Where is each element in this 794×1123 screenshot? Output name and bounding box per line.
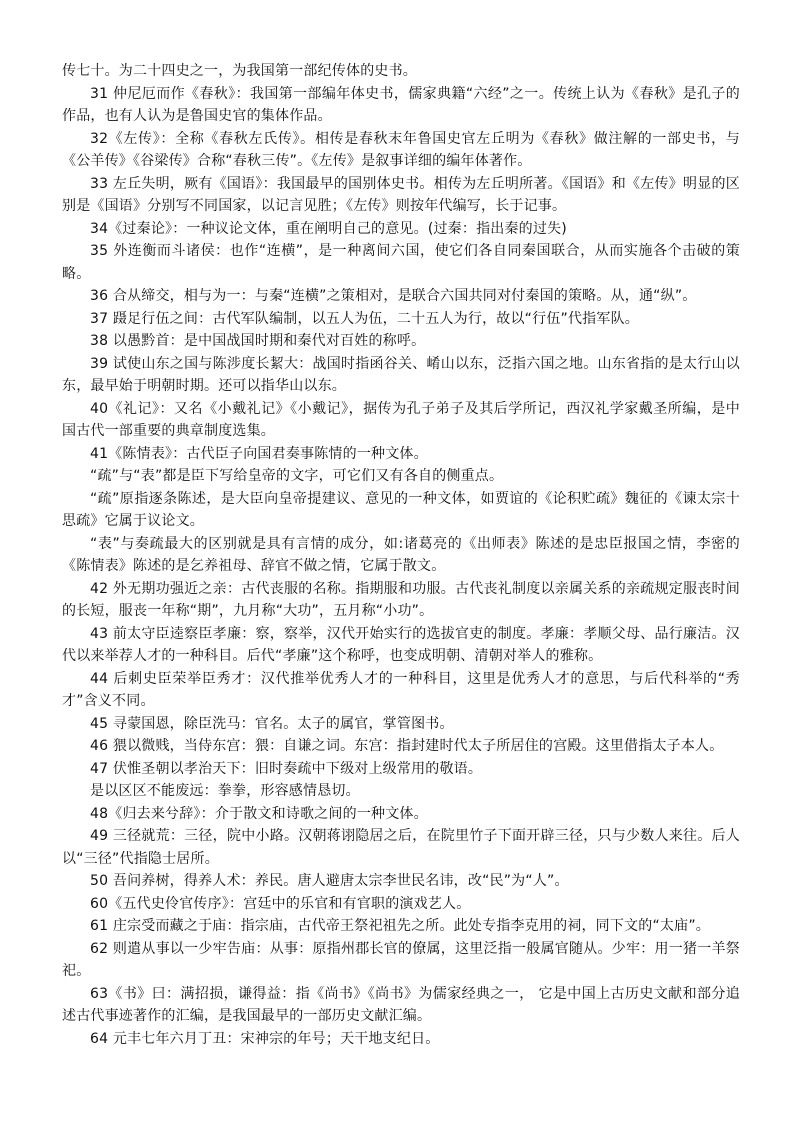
paragraph: 49 三径就荒：三径，院中小路。汉朝蒋诩隐居之后，在院里竹子下面开辟三径，只与少数人来往。后人以“三径”代指隐士居所。 xyxy=(62,828,740,867)
paragraph: “疏”与“表”都是臣下写给皇帝的文字，可它们又有各自的侧重点。 xyxy=(90,468,504,484)
paragraph: 37 蹑足行伍之间：古代军队编制，以五人为伍，二十五人为行，故以“行伍”代指军队。 xyxy=(90,310,639,327)
paragraph: 43 前太守臣逵察臣孝廉：察，察举，汉代开始实行的选拔官吏的制度。孝廉：孝顺父母、品行廉洁。汉代以来举荐人才的一种科目。后代“孝廉”这个称呼，也变成明朝、清朝对举人的雅称。 xyxy=(62,625,740,664)
paragraph: 50 吾问养树，得养人术：养民。唐人避唐太宗李世民名讳，改“民”为“人”。 xyxy=(90,873,569,889)
document-body xyxy=(62,60,740,1050)
paragraph: 33 左丘失明，厥有《国语》：我国最早的国别体史书。相传为左丘明所著。《国语》和《左传》明显的区别是《国语》分别写不同国家，以记言见胜；《左传》则按年代编写，长于记事。 xyxy=(62,175,740,214)
paragraph: 35 外连衡而斗诸侯：也作“连横”，是一种离间六国，使它们各自同秦国联合，从而实施各个击破的策略。 xyxy=(62,243,740,282)
paragraph: 传七十。为二十四史之一，为我国第一部纪传体的史书。 xyxy=(62,63,417,79)
paragraph: 44 后刺史臣荣举臣秀才：汉代推举优秀人才的一种科目，这里是优秀人才的意思，与后代科举的“秀才”含义不同。 xyxy=(62,670,740,709)
paragraph: “疏”原指逐条陈述，是大臣向皇帝提建议、意见的一种文体，如贾谊的《论积贮疏》魏征的《谏太宗十思疏》它属于议论文。 xyxy=(62,490,740,529)
paragraph: 64 元丰七年六月丁丑：宋神宗的年号；天干地支纪日。 xyxy=(90,1030,440,1047)
paragraph: 31 仲尼厄而作《春秋》：我国第一部编年体史书，儒家典籍“六经”之一。传统上认为《春秋》是孔子的作品，也有人认为是鲁国史官的集体作品。 xyxy=(62,85,740,124)
paragraph: 32《左传》：全称《春秋左氏传》。相传是春秋末年鲁国史官左丘明为《春秋》做注解的一部史书，与《公羊传》《谷梁传》合称“春秋三传”。《左传》是叙事详细的编年体著作。 xyxy=(62,130,740,169)
paragraph: 62 则遣从事以一少牢告庙：从事：原指州郡长官的僚属，这里泛指一般属官随从。少牢：用一猪一羊祭祀。 xyxy=(62,940,740,979)
paragraph: 60《五代史伶官传序》：宫廷中的乐官和有官职的演戏艺人。 xyxy=(90,895,471,912)
paragraph: 34《过秦论》：一种议论文体，重在阐明自己的意见。(过秦：指出秦的过失) xyxy=(90,220,567,237)
paragraph: “表”与奏疏最大的区别就是具有言情的成分，如:诸葛亮的《出师表》陈述的是忠臣报国之情，李密的《陈情表》陈述的是乞养祖母、辞官不做之情，它属于散文。 xyxy=(62,535,740,574)
paragraph: 63《书》曰：满招损，谦得益：指《尚书》《尚书》为儒家经典之一， 它是中国上古历史文献和部分追述古代事迹著作的汇编，是我国最早的一部历史文献汇编。 xyxy=(62,985,740,1024)
paragraph: 45 寻蒙国恩，除臣洗马：官名。太子的属官，掌管图书。 xyxy=(90,715,454,732)
paragraph: 47 伏惟圣朝以孝治天下：旧时奏疏中下级对上级常用的敬语。 xyxy=(90,760,483,777)
paragraph: 41《陈情表》：古代臣子向国君奏事陈情的一种文体。 xyxy=(90,445,428,462)
paragraph: 39 试使山东之国与陈涉度长絜大：战国时指函谷关、崤山以东，泛指六国之地。山东省指的是太行山以东，最早始于明朝时期。还可以指华山以东。 xyxy=(62,355,740,394)
paragraph: 61 庄宗受而藏之于庙：指宗庙，古代帝王祭祀祖先之所。此处专指李克用的祠，同下文的“太庙”。 xyxy=(90,918,710,934)
paragraph: 42 外无期功强近之亲：古代丧服的名称。指期服和功服。古代丧礼制度以亲属关系的亲疏规定服丧时间的长短，服丧一年称“期”，九月称“大功”，五月称“小功”。 xyxy=(62,580,740,619)
paragraph: 46 猥以微贱，当侍东宫：猥：自谦之词。东宫：指封建时代太子所居住的宫殿。这里借指太子本人。 xyxy=(90,738,724,754)
paragraph: 36 合从缔交，相与为一：与秦“连横”之策相对，是联合六国共同对付秦国的策略。从，通“纵”。 xyxy=(90,288,697,304)
paragraph: 40《礼记》：又名《小戴礼记》《小戴记》，据传为孔子弟子及其后学所记，西汉礼学家戴圣所编，是中国古代一部重要的典章制度选集。 xyxy=(62,400,740,439)
paragraph: 38 以愚黔首：是中国战国时期和秦代对百姓的称呼。 xyxy=(90,333,426,349)
paragraph: 48《归去来兮辞》：介于散文和诗歌之间的一种文体。 xyxy=(90,805,428,822)
paragraph: 是以区区不能废远：拳拳，形容感情恳切。 xyxy=(90,783,360,799)
